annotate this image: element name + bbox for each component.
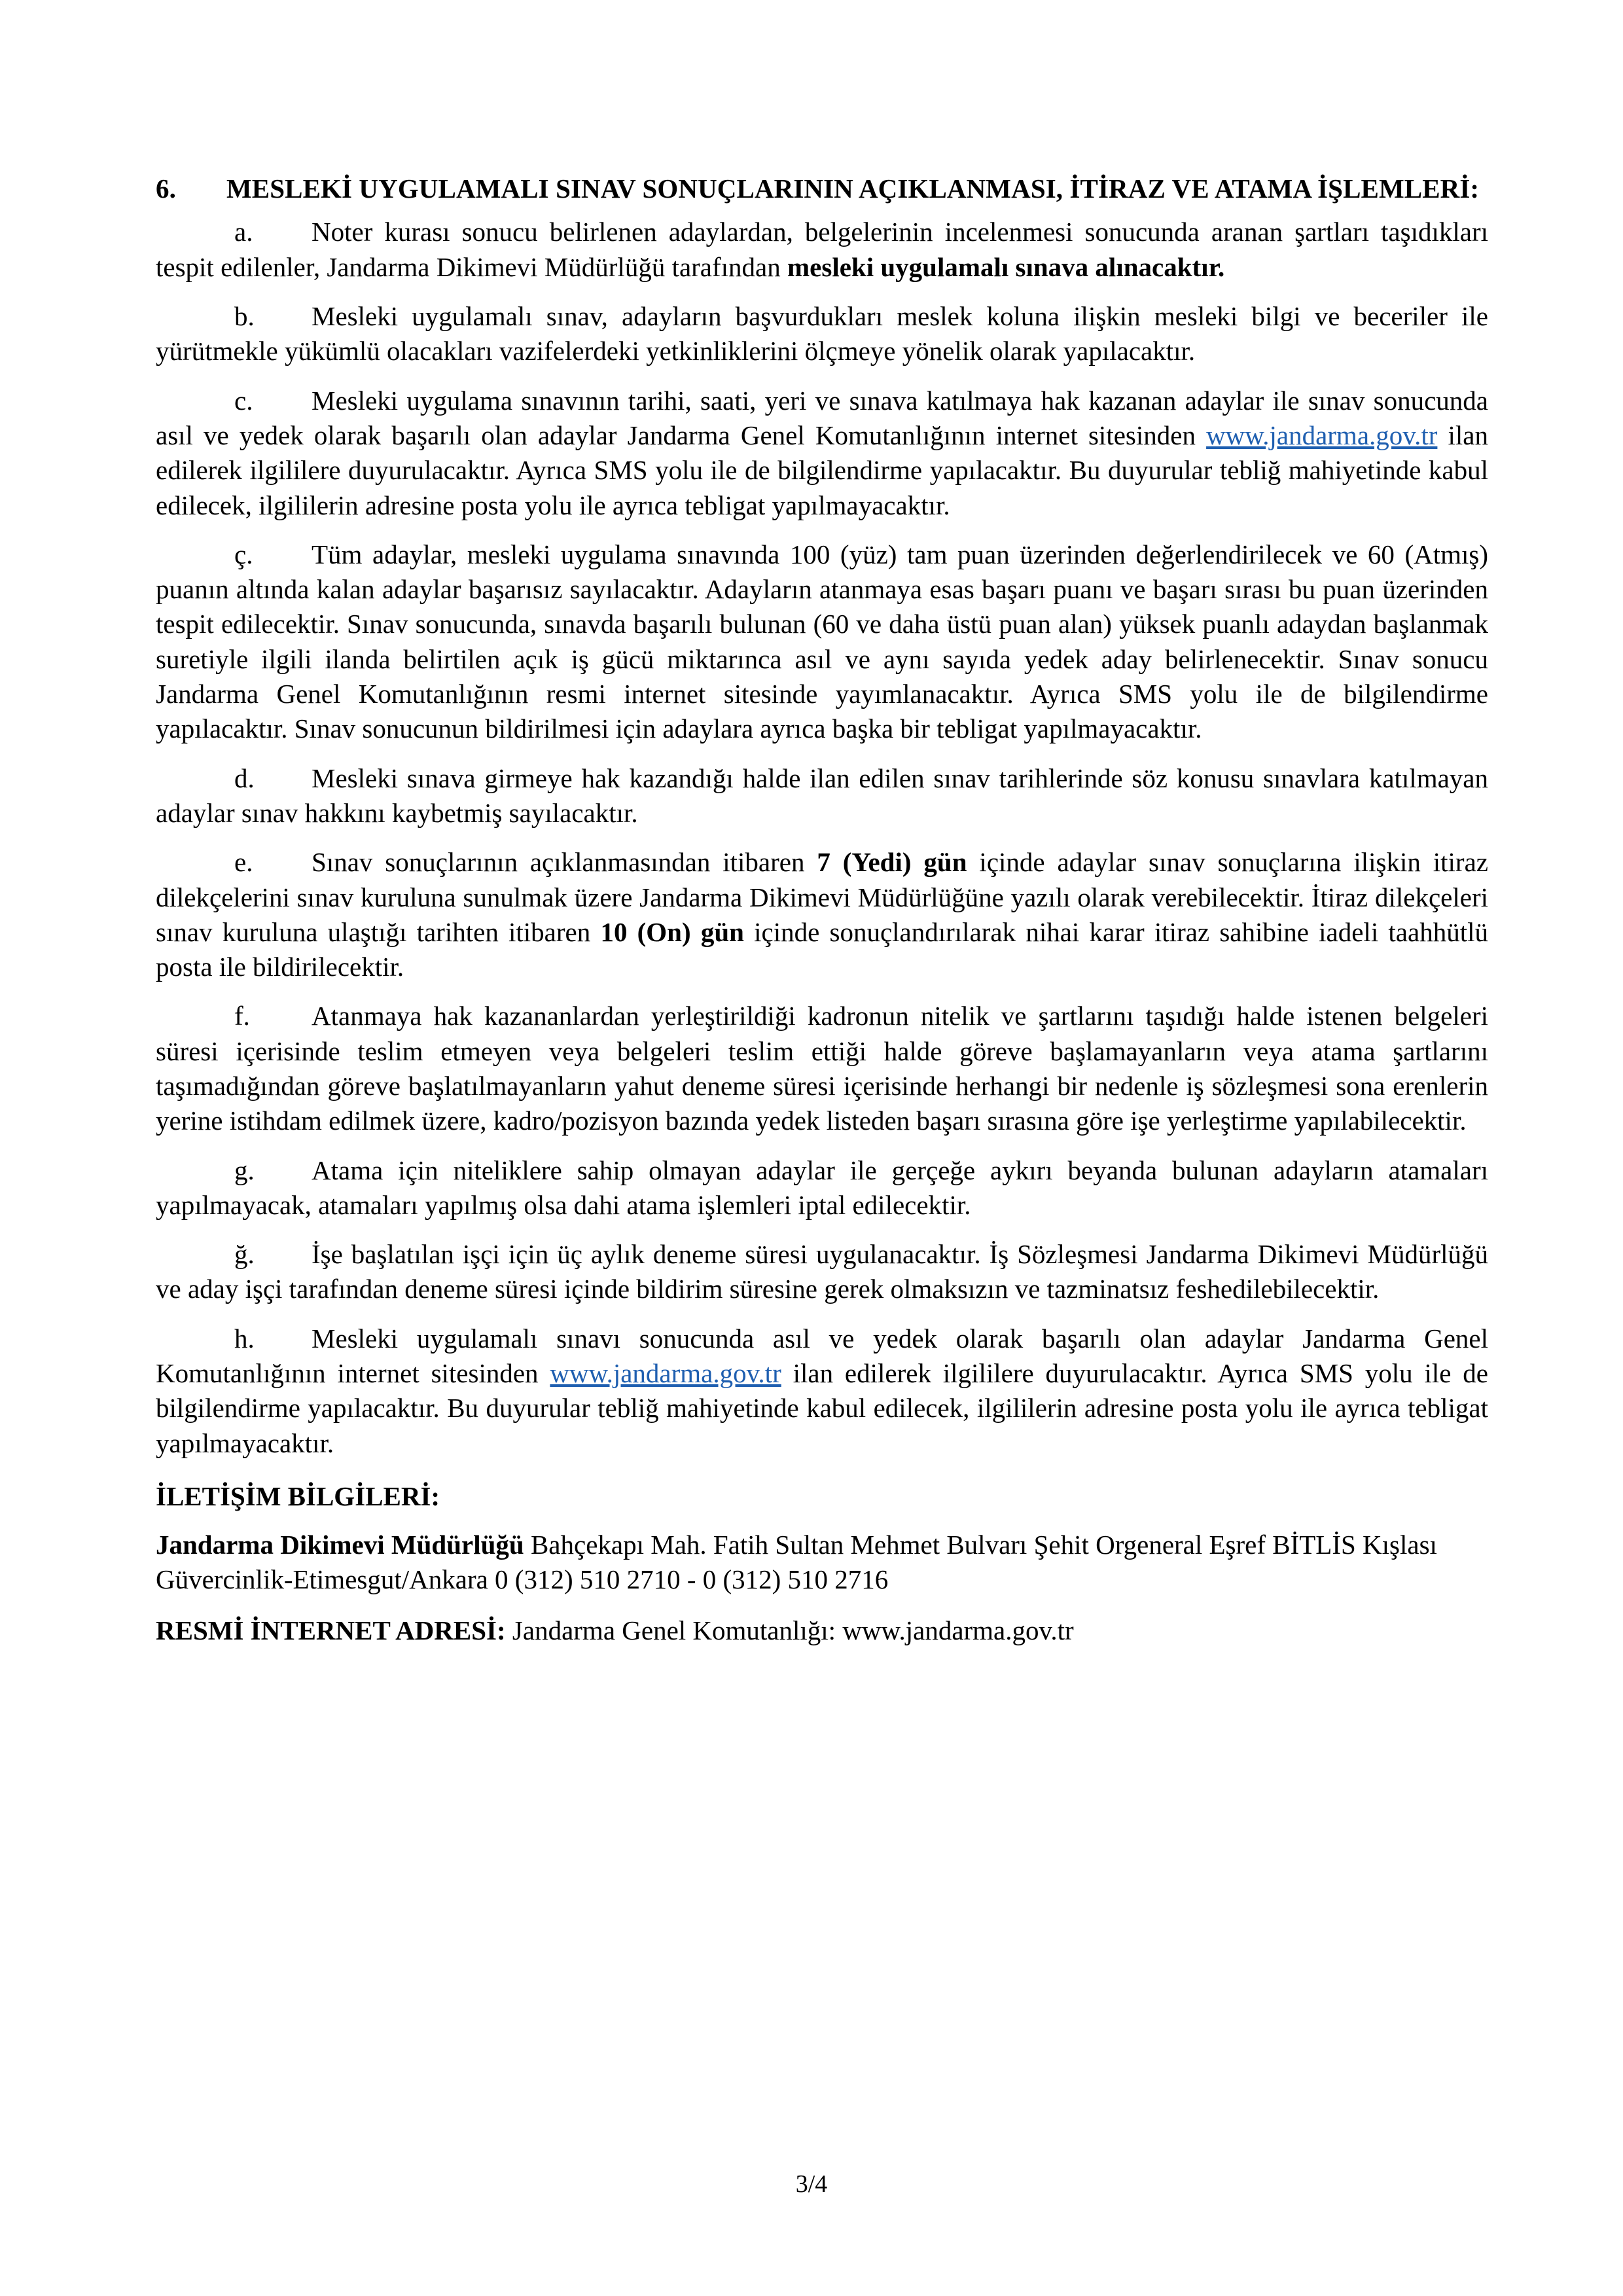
paragraph-e-bold-10-days: 10 (On) gün <box>600 916 744 947</box>
paragraph-f-marker: f. <box>234 1001 250 1031</box>
paragraph-d <box>156 761 1488 831</box>
contact-section-heading: İLETİŞİM BİLGİLERİ: <box>156 1480 440 1511</box>
paragraph-c-text-after-link: ilan edilerek ilgililere duyurulacaktır. Ayrıca SMS yolu ile de bilgilendirme yapılacaktır. Bu duyurular tebliğ mahiyetinde kabul edilecek, ilgililerin adresine posta yolu ile ayrıca tebligat yapılmayacaktır. <box>156 420 1488 520</box>
paragraph-c-cedilla-text: Tüm adaylar, mesleki uygulama sınavında 100 (yüz) tam puan üzerinden değerlendirilecek ve 60 (Atmış) puanın altında kalan adaylar başarısız sayılacaktır. Adayların atanmaya esas başarı puanı ve başarı sırası bu puan üzerinden tespit edilecektir. Sınav sonucunda, sınavda başarılı bulunan (60 ve daha üstü puan alan) yüksek puanlı adaydan başlanmak suretiyle ilgili ilanda belirtilen açık iş gücü miktarınca asıl ve aynı sayıda yedek aday belirlenecektir. Sınav sonucu Jandarma Genel Komutanlığının resmi internet sitesinde yayımlanacaktır. Ayrıca SMS yolu ile de bilgilendirme yapılacaktır. Sınav sonucunun bildirilmesi için adaylara ayrıca başka bir tebligat yapılmayacaktır. <box>156 539 1488 744</box>
paragraph-d-text: Mesleki sınava girmeye hak kazandığı halde ilan edilen sınav tarihlerinde söz konusu sınavlara katılmayan adaylar sınav hakkını kaybetmiş sayılacaktır. <box>156 762 1488 828</box>
paragraph-f-text: Atanmaya hak kazananlardan yerleştirildiği kadronun nitelik ve şartlarını taşıdığı halde istenen belgeleri süresi içerisinde teslim etmeyen veya belgeleri teslim ettiği halde göreve başlamayanların veya atama şartlarını taşımadığından göreve başlatılmayanların yahut deneme süresi içerisinde herhangi bir nedenle iş sözleşmesi sona erenlerin yerine istihdam edilmek üzere, kadro/pozisyon bazında yedek listeden başarı sırasına göre işe yerleştirme yapılabilecektir. <box>156 1001 1488 1136</box>
document-body <box>156 171 1488 1662</box>
paragraph-h-text-after-link: ilan edilerek ilgililere duyurulacaktır. Ayrıca SMS yolu ile de bilgilendirme yapılacaktır. Bu duyurular tebliğ mahiyetinde kabul edilecek, ilgililerin adresine posta yolu ile ayrıca tebligat yapılmayacaktır. <box>156 1358 1488 1458</box>
paragraph-c-cedilla-marker: ç. <box>234 539 253 569</box>
contact-organization-name: Jandarma Dikimevi Müdürlüğü <box>156 1529 524 1560</box>
paragraph-h-marker: h. <box>234 1323 255 1354</box>
paragraph-g <box>156 1153 1488 1223</box>
jandarma-website-link-2[interactable]: www.jandarma.gov.tr <box>550 1358 781 1389</box>
paragraph-a-bold: mesleki uygulamalı sınava alınacaktır. <box>787 251 1225 282</box>
paragraph-g-text: Atama için niteliklere sahip olmayan adaylar ile gerçeğe aykırı beyanda bulunan adayların atamaları yapılmayacak, atamaları yapılmış olsa dahi atama işlemleri iptal edilecektir. <box>156 1155 1488 1220</box>
official-website-label: RESMİ İNTERNET ADRESİ: <box>156 1615 506 1645</box>
paragraph-e-bold-7-days: 7 (Yedi) gün <box>817 847 967 878</box>
paragraph-e-marker: e. <box>234 847 253 878</box>
paragraph-c-marker: c. <box>234 385 253 416</box>
paragraph-e <box>156 845 1488 984</box>
paragraph-c-cedilla <box>156 537 1488 747</box>
paragraph-c-text-before-link: Mesleki uygulama sınavının tarihi, saati, yeri ve sınava katılmaya hak kazanan adaylar ile sınav sonucunda asıl ve yedek olarak başarılı olan adaylar Jandarma Genel Komutanlığının internet sitesinden <box>156 385 1488 450</box>
section-heading-text: MESLEKİ UYGULAMALI SINAV SONUÇLARININ AÇIKLANMASI, İTİRAZ VE ATAMA İŞLEMLERİ: <box>226 173 1480 204</box>
paragraph-a-text: Noter kurası sonucu belirlenen adaylardan, belgelerinin incelenmesi sonucunda aranan şartları taşıdıkları tespit edilenler, Jandarma Dikimevi Müdürlüğü tarafından <box>156 217 1488 282</box>
paragraph-g-breve-marker: ğ. <box>234 1239 255 1270</box>
paragraph-h <box>156 1321 1488 1461</box>
jandarma-website-link[interactable]: www.jandarma.gov.tr <box>1206 420 1438 450</box>
paragraph-d-marker: d. <box>234 762 255 793</box>
official-website-value: Jandarma Genel Komutanlığı: www.jandarma.gov.tr <box>505 1615 1074 1645</box>
paragraph-h-text-before-link: Mesleki uygulamalı sınavı sonucunda asıl ve yedek olarak başarılı olan adaylar Jandarma Genel Komutanlığının internet sitesinden <box>156 1323 1488 1389</box>
paragraph-a <box>156 215 1488 285</box>
paragraph-g-breve-text: İşe başlatılan işçi için üç aylık deneme süresi uygulanacaktır. İş Sözleşmesi Jandarma Dikimevi Müdürlüğü ve aday işçi tarafından deneme süresi içinde bildirim süresine gerek olmaksızın ve tazminatsız feshedilebilecektir. <box>156 1239 1488 1304</box>
paragraph-g-marker: g. <box>234 1155 255 1185</box>
page-number: 3/4 <box>795 2170 828 2198</box>
paragraph-c <box>156 384 1488 523</box>
contact-address-line <box>156 1528 1488 1598</box>
paragraph-b-marker: b. <box>234 301 255 332</box>
contact-address-text: Bahçekapı Mah. Fatih Sultan Mehmet Bulvarı Şehit Orgeneral Eşref BİTLİS Kışlası Güvercinlik-Etimesgut/Ankara 0 (312) 510 2710 - 0 (312) 510 2716 <box>156 1529 1437 1595</box>
official-website-line <box>156 1613 1488 1648</box>
section-heading <box>156 171 1488 206</box>
paragraph-b <box>156 299 1488 369</box>
paragraph-e-text-1: Sınav sonuçlarının açıklanmasından itibaren <box>312 847 817 878</box>
paragraph-g-breve <box>156 1237 1488 1307</box>
paragraph-e-text-2: içinde adaylar sınav sonuçlarına ilişkin itiraz dilekçelerini sınav kuruluna sunulmak üzere Jandarma Dikimevi Müdürlüğüne yazılı olarak verebilecektir. İtiraz dilekçeleri sınav kuruluna ulaştığı tarihten itibaren <box>156 847 1488 947</box>
section-heading-number: 6. <box>156 173 176 204</box>
paragraph-a-marker: a. <box>234 217 253 247</box>
paragraph-b-text: Mesleki uygulamalı sınav, adayların başvurdukları meslek koluna ilişkin mesleki bilgi ve beceriler ile yürütmekle yükümlü olacakları vazifelerdeki yetkinliklerini ölçmeye yönelik olarak yapılacaktır. <box>156 301 1488 367</box>
paragraph-e-text-3: içinde sonuçlandırılarak nihai karar itiraz sahibine iadeli taahhütlü posta ile bildirilecektir. <box>156 916 1488 982</box>
paragraph-f <box>156 999 1488 1138</box>
